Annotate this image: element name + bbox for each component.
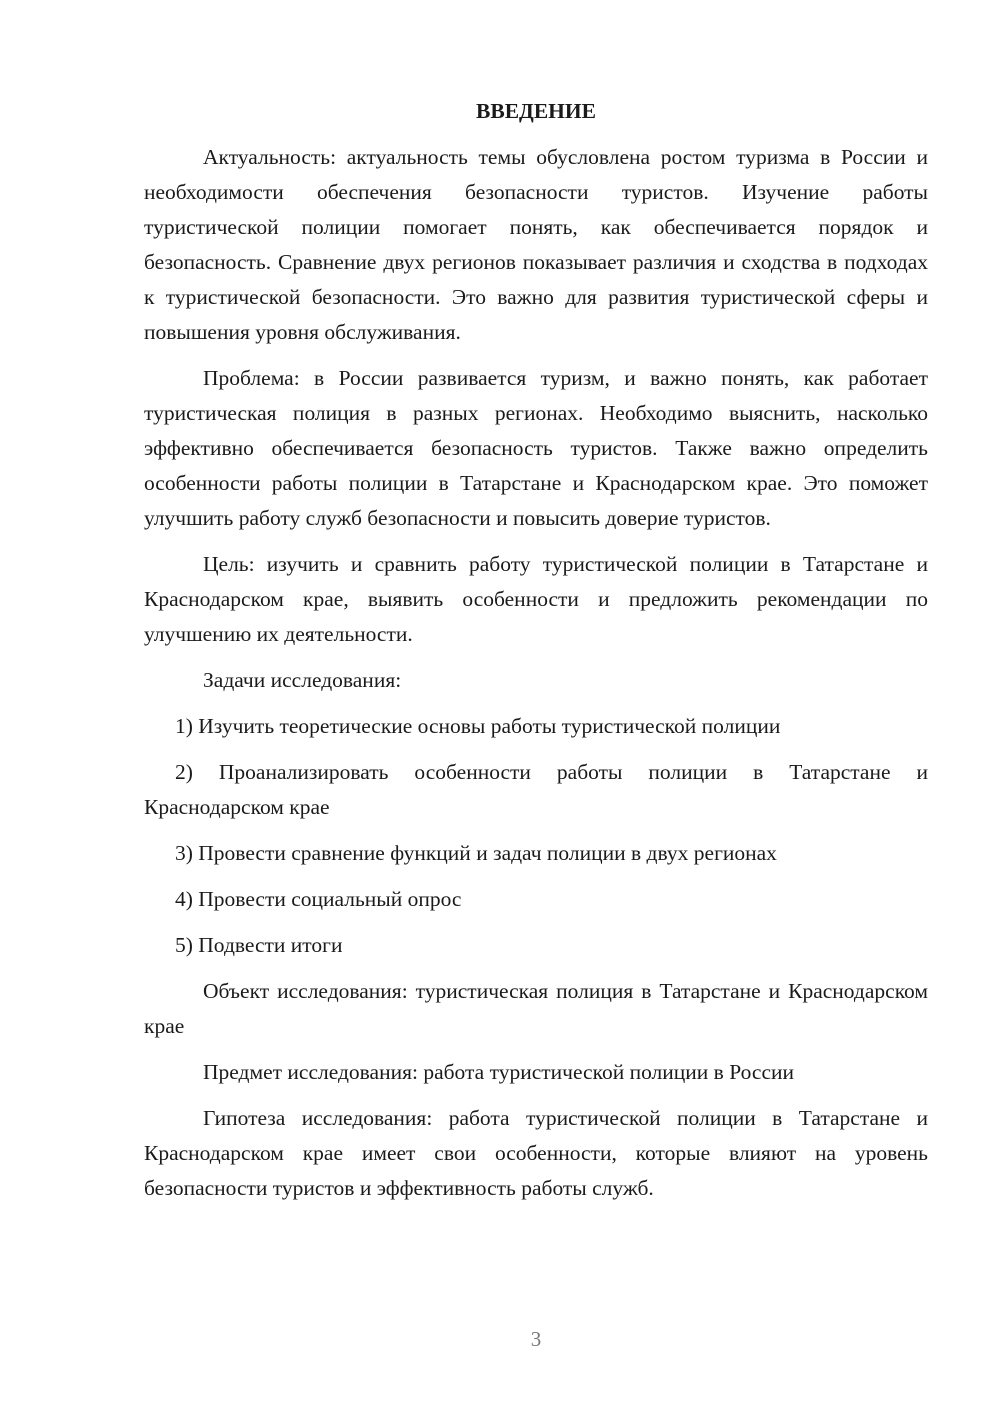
paragraph-object: Объект исследования: туристическая полиция в Татарстане и Краснодарском крае <box>144 979 928 1038</box>
task-item-4: 4) Провести социальный опрос <box>175 887 462 911</box>
task-item-2: 2) Проанализировать особенности работы полиции в Татарстане и Краснодарском крае <box>144 760 928 819</box>
task-item-5: 5) Подвести итоги <box>175 933 343 957</box>
page-number: 3 <box>530 1327 542 1351</box>
task-item-3: 3) Провести сравнение функций и задач полиции в двух регионах <box>175 841 777 865</box>
paragraph-subject: Предмет исследования: работа туристической полиции в России <box>203 1060 795 1084</box>
paragraph-relevance: Актуальность: актуальность темы обусловлена ростом туризма в России и необходимости обеспечения безопасности туристов. Изучение работы туристической полиции помогает понять, как обеспечивается порядок и безопасность. Сравнение двух регионов показывает различия и сходства в подходах к туристической безопасности. Это важно для развития туристической сферы и повышения уровня обслуживания. <box>144 145 928 344</box>
task-item-1: 1) Изучить теоретические основы работы туристической полиции <box>175 714 781 738</box>
tasks-heading: Задачи исследования: <box>203 668 402 692</box>
section-heading: ВВЕДЕНИЕ <box>476 99 596 123</box>
paragraph-goal: Цель: изучить и сравнить работу туристической полиции в Татарстане и Краснодарском крае, выявить особенности и предложить рекомендации по улучшению их деятельности. <box>144 552 928 646</box>
document-page <box>144 94 928 1217</box>
paragraph-hypothesis: Гипотеза исследования: работа туристической полиции в Татарстане и Краснодарском крае имеет свои особенности, которые влияют на уровень безопасности туристов и эффективность работы служб. <box>144 1106 928 1200</box>
paragraph-problem: Проблема: в России развивается туризм, и важно понять, как работает туристическая полиция в разных регионах. Необходимо выяснить, насколько эффективно обеспечивается безопасность туристов. Также важно определить особенности работы полиции в Татарстане и Краснодарском крае. Это поможет улучшить работу служб безопасности и повысить доверие туристов. <box>144 366 928 530</box>
